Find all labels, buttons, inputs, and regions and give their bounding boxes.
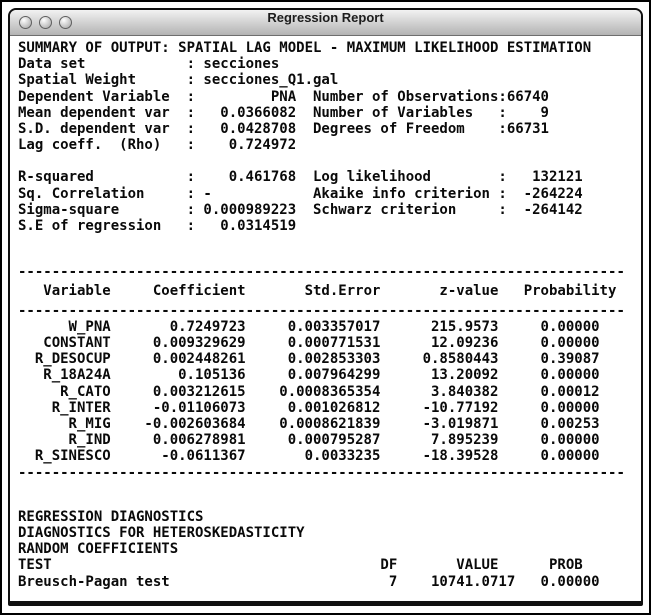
col-header-stderror: Std.Error: [304, 283, 381, 300]
stat-value: -264224: [523, 185, 583, 202]
summary-row: [18, 202, 633, 218]
minimize-button[interactable]: [39, 16, 52, 29]
cell-coefficient: -0.0611367: [161, 448, 246, 465]
cell-coefficient: 0.006278981: [152, 432, 246, 449]
colon-separator: :: [186, 201, 195, 218]
diagnostics-header-row: [18, 557, 633, 573]
stat-label: Data set: [18, 56, 86, 73]
summary-row: [18, 169, 633, 185]
cell-variable: R_CATO: [60, 383, 111, 400]
cell-probability: 0.00000: [540, 448, 600, 465]
col-header-df: DF: [380, 557, 398, 574]
colon-separator: :: [498, 169, 507, 186]
cell-stderror: 0.002853303: [287, 351, 381, 368]
cell-variable: R_IND: [68, 432, 111, 449]
cell-probability: 0.39087: [540, 351, 600, 368]
table-row: [18, 335, 633, 351]
colon-separator: :: [186, 121, 195, 138]
summary-row: [18, 72, 633, 88]
report-heading: SUMMARY OF OUTPUT: SPATIAL LAG MODEL - MAXIMUM LIKELIHOOD ESTIMATION: [18, 40, 592, 56]
colon-separator: :: [186, 137, 195, 154]
diagnostics-subtitle: DIAGNOSTICS FOR HETEROSKEDASTICITY: [18, 525, 305, 542]
colon-separator: :: [498, 88, 507, 105]
stat-value: 0.000989223: [203, 201, 297, 218]
zoom-button[interactable]: [59, 16, 72, 29]
cell-probability: 0.00000: [540, 335, 600, 352]
col-header-test: TEST: [18, 557, 52, 574]
stat-value: -: [203, 185, 212, 202]
fit-statistics-section: [18, 169, 633, 234]
stat-label: Lag coeff. (Rho): [18, 137, 162, 154]
diagnostics-section-label: RANDOM COEFFICIENTS: [18, 541, 179, 558]
summary-row: [18, 89, 633, 105]
summary-row: [18, 56, 633, 72]
divider-line: ------------------------------------------------------------------------: [18, 264, 625, 281]
cell-variable: R_MIG: [68, 416, 111, 433]
col-header-probability: Probability: [523, 283, 617, 300]
cell-coefficient: -0.002603684: [144, 416, 246, 433]
cell-variable: R_18A24A: [43, 367, 111, 384]
summary-row: [18, 186, 633, 202]
stat-label: S.D. dependent var: [18, 121, 170, 138]
table-row: [18, 432, 633, 448]
cell-zvalue: -18.39528: [422, 448, 499, 465]
summary-row: [18, 218, 633, 234]
table-row: [18, 351, 633, 367]
stat-label: Number of Observations: [312, 88, 499, 105]
colon-separator: :: [186, 88, 195, 105]
cell-value: 10741.0717: [430, 573, 516, 590]
model-info-section: [18, 56, 633, 153]
stat-label: Degrees of Freedom: [312, 121, 465, 138]
cell-probability: 0.00012: [540, 383, 600, 400]
cell-test: Breusch-Pagan test: [18, 573, 170, 590]
cell-variable: W_PNA: [68, 318, 111, 335]
cell-stderror: 0.007964299: [287, 367, 381, 384]
table-row: [18, 400, 633, 416]
cell-prob: 0.00000: [540, 573, 600, 590]
cell-zvalue: 215.9573: [430, 318, 499, 335]
table-row: [18, 416, 633, 432]
stat-label: R-squared: [18, 169, 94, 186]
stat-value: 0.724972: [228, 137, 297, 154]
colon-separator: :: [498, 201, 507, 218]
cell-probability: 0.00000: [540, 367, 600, 384]
cell-probability: 0.00000: [540, 318, 600, 335]
cell-zvalue: 3.840382: [430, 383, 499, 400]
cell-stderror: 0.0008621839: [279, 416, 381, 433]
cell-coefficient: 0.105136: [178, 367, 246, 384]
stat-value: secciones: [203, 56, 280, 73]
summary-row: [18, 137, 633, 153]
cell-variable: CONSTANT: [43, 335, 111, 352]
stat-value: 0.0314519: [220, 218, 297, 235]
colon-separator: :: [498, 185, 507, 202]
table-row: [18, 448, 633, 464]
cell-probability: 0.00000: [540, 432, 600, 449]
cell-coefficient: 0.7249723: [169, 318, 246, 335]
col-header-zvalue: z-value: [439, 283, 499, 300]
cell-stderror: 0.0008365354: [279, 383, 381, 400]
cell-coefficient: 0.002448261: [152, 351, 246, 368]
cell-zvalue: 13.20092: [430, 367, 499, 384]
stat-value: 9: [540, 104, 549, 121]
cell-stderror: 0.003357017: [287, 318, 381, 335]
stat-label: Mean dependent var: [18, 104, 170, 121]
window-title: Regression Report: [267, 10, 384, 25]
stat-label: Schwarz criterion: [312, 201, 457, 218]
colon-separator: :: [186, 218, 195, 235]
coefficients-table: [18, 264, 633, 481]
cell-variable: R_INTER: [51, 399, 111, 416]
cell-stderror: 0.0033235: [304, 448, 381, 465]
col-header-value: VALUE: [456, 557, 499, 574]
divider-line: ------------------------------------------------------------------------: [18, 464, 625, 481]
table-row: [18, 384, 633, 400]
cell-zvalue: -3.019871: [422, 416, 499, 433]
colon-separator: :: [186, 185, 195, 202]
stat-value: 0.0428708: [220, 121, 297, 138]
diagnostics-title: REGRESSION DIAGNOSTICS: [18, 508, 204, 525]
stat-value: 66731: [506, 121, 549, 138]
stat-value: 132121: [532, 169, 583, 186]
colon-separator: :: [186, 56, 195, 73]
stat-label: Dependent Variable: [18, 88, 170, 105]
cell-probability: 0.00000: [540, 399, 600, 416]
stat-value: -264142: [523, 201, 583, 218]
cell-df: 7: [388, 573, 398, 590]
colon-separator: :: [498, 121, 507, 138]
cell-coefficient: 0.009329629: [152, 335, 246, 352]
window-controls: [19, 10, 72, 35]
table-row: [18, 367, 633, 383]
col-header-variable: Variable: [43, 283, 111, 300]
table-row: [18, 574, 633, 590]
colon-separator: :: [186, 72, 195, 89]
close-button[interactable]: [19, 16, 32, 29]
report-content: [10, 36, 641, 601]
colon-separator: :: [186, 169, 195, 186]
cell-coefficient: -0.01106073: [152, 399, 246, 416]
stat-label: S.E of regression: [18, 218, 162, 235]
stat-label: Log likelihood: [312, 169, 431, 186]
stat-label: Akaike info criterion: [312, 185, 490, 202]
cell-zvalue: 12.09236: [430, 335, 499, 352]
cell-variable: R_SINESCO: [34, 448, 111, 465]
coefficients-header-row: [18, 283, 633, 299]
stat-value: 66740: [506, 88, 549, 105]
cell-variable: R_DESOCUP: [34, 351, 111, 368]
regression-diagnostics-section: [18, 509, 633, 590]
cell-zvalue: 7.895239: [430, 432, 499, 449]
cell-coefficient: 0.003212615: [152, 383, 246, 400]
cell-zvalue: -10.77192: [422, 399, 499, 416]
summary-row: [18, 105, 633, 121]
stat-value: 0.461768: [228, 169, 297, 186]
stat-value: secciones_Q1.gal: [203, 72, 339, 89]
cell-probability: 0.00253: [540, 416, 600, 433]
col-header-coefficient: Coefficient: [152, 283, 246, 300]
cell-stderror: 0.001026812: [287, 399, 381, 416]
summary-row: [18, 121, 633, 137]
cell-stderror: 0.000795287: [287, 432, 381, 449]
stat-value: PNA: [270, 88, 297, 105]
window-titlebar[interactable]: [10, 10, 641, 36]
cell-stderror: 0.000771531: [287, 335, 381, 352]
regression-report-window: [8, 8, 643, 606]
cell-zvalue: 0.8580443: [422, 351, 499, 368]
colon-separator: :: [186, 104, 195, 121]
colon-separator: :: [498, 104, 507, 121]
table-row: [18, 319, 633, 335]
stat-label: Sigma-square: [18, 201, 120, 218]
col-header-prob: PROB: [548, 557, 583, 574]
stat-value: 0.0366082: [220, 104, 297, 121]
divider-line: ------------------------------------------------------------------------: [18, 302, 625, 319]
stat-label: Spatial Weight: [18, 72, 137, 89]
stat-label: Sq. Correlation: [18, 185, 145, 202]
stat-label: Number of Variables: [312, 104, 474, 121]
